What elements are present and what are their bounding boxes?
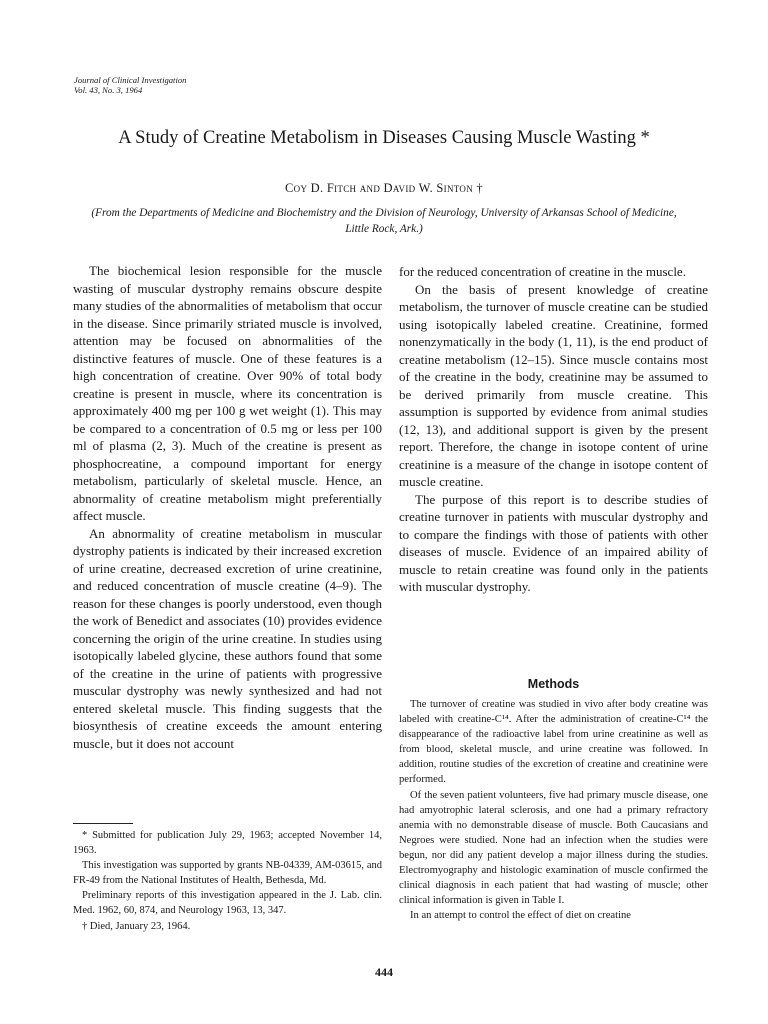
article-title: A Study of Creatine Metabolism in Diseases Causing Muscle Wasting * [118,128,650,148]
article-authors: Coy D. Fitch and David W. Sinton † [285,181,483,195]
right-paragraph-3: The purpose of this report is to describe studies of creatine turnover in patients with muscular dystrophy and to compare the findings with those of patients with other diseases of muscle. Evidence of an impaired ability of muscle to retain creatine was found only in the patients with muscular dystrophy. [399,491,708,594]
left-paragraph-2: An abnormality of creatine metabolism in muscular dystrophy patients is indicated by their increased excretion of urine creatine, decreased excretion of urine creatinine, and reduced concentration of muscle creatine (4–9). The reason for these changes is poorly understood, even though the work of Benedict and associates (10) provides evidence concerning the origin of the urine creatine. In studies using isotopically labeled glycine, these authors found that some of the creatine in the urine of patients with progressive muscular dystrophy was newly synthesized and had not entered skeletal muscle. This finding suggests that the biosynthesis of creatine exceeds the amount entering muscle, but it does not account [73,525,383,751]
footnote-grants: This investigation was supported by grants NB-04339, AM-03615, and FR-49 from the National Institutes of Health, Bethesda, Md. [73,860,382,887]
footnote-divider [73,823,133,824]
right-paragraph-1: for the reduced concentration of creatine in the muscle. [399,264,686,279]
page-number: 444 [375,965,393,979]
right-paragraph-2: On the basis of present knowledge of creatine metabolism, the turnover of muscle creatine can be studied using isotopically labeled creatine. Creatinine, formed nonenzymatically in the body (1, 11), is the end product of creatine metabolism (12–15). Since muscle contains most of the creatine in the body, creatinine may be assumed to be derived primarily from muscle creatine. This assumption is supported by evidence from animal studies (12, 13), and additional support is given by the present report. Therefore, the change in isotope content of urine creatinine is a measure of the change in isotope content of muscle creatine. [399,281,708,489]
journal-volume: Vol. 43, No. 3, 1964 [74,85,143,95]
methods-section [399,697,708,923]
footnote-preliminary: Preliminary reports of this investigation appeared in the J. Lab. clin. Med. 1962, 60, 874, and Neurology 1963, 13, 347. [73,890,382,917]
footnote-submitted: * Submitted for publication July 29, 1963; accepted November 14, 1963. [73,830,382,857]
methods-heading: Methods [527,677,580,691]
footnotes [73,828,382,934]
author-affiliation: (From the Departments of Medicine and Biochemistry and the Division of Neurology, University of Arkansas School of Medicine, Little Rock, Ark.) [91,207,677,235]
journal-name: Journal of Clinical Investigation [74,75,187,85]
left-column [73,262,382,752]
methods-paragraph-2: Of the seven patient volunteers, five had primary muscle disease, one had amyotrophic lateral sclerosis, and one had a primary refractory anemia with no demonstrable disease of muscle. Both Caucasians and Negroes were studied. None had an infection when the studies were begun, nor did any patient develop a major illness during the studies. Electromyography and histologic examination of muscle confirmed the clinical diagnosis in each patient that had wasting of muscle; other clinical information is given in Table I. [399,789,708,907]
methods-paragraph-3: In an attempt to control the effect of diet on creatine [410,910,632,922]
right-column [399,263,708,596]
footnote-died: † Died, January 23, 1964. [82,920,191,932]
journal-header [74,75,186,95]
methods-paragraph-1: The turnover of creatine was studied in vivo after body creatine was labeled with creatine-C¹⁴. After the administration of creatine-C¹⁴ the disappearance of the radioactive label from urine creatinine as well as from blood, skeletal muscle, and urine creatine was followed. In addition, routine studies of the excretion of creatine and creatinine were performed. [399,699,708,786]
left-paragraph-1: The biochemical lesion responsible for the muscle wasting of muscular dystrophy remains obscure despite many studies of the abnormalities of metabolism that occur in the disease. Since primarily striated muscle is involved, attention may be focused on abnormalities of the distinctive features of muscle. One of these features is a high concentration of creatine. Over 90% of total body creatine is present in muscle, where its concentration is approximately 400 mg per 100 g wet weight (1). This may be compared to a concentration of 0.5 mg or less per 100 ml of plasma (2, 3). Much of the creatine is present as phosphocreatine, a compound important for energy metabolism, particularly of skeletal muscle. Hence, an abnormality of creatine metabolism might preferentially affect muscle. [73,263,382,523]
